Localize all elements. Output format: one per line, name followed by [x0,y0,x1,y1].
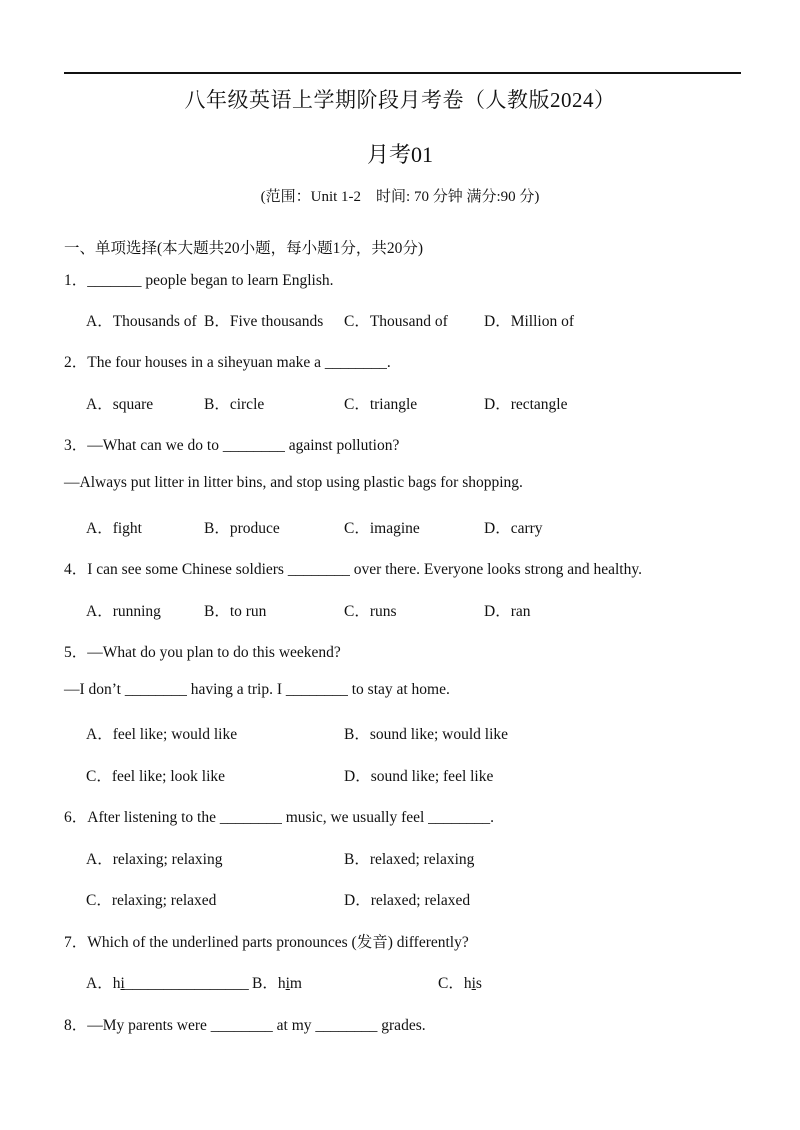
paper-subtitle: 月考01 [366,142,433,167]
question-stem-line2: —I don’t ________ having a trip. I ________ to stay at home. [64,681,450,698]
top-rule [64,72,741,74]
option-a[interactable]: A．Thousands of [86,313,197,330]
question-stem: 3．—What can we do to ________ against pollution? [64,437,400,454]
word-suffix: s [475,975,482,992]
question-stem: 4．I can see some Chinese soldiers ________ over there. Everyone looks strong and healthy. [64,561,642,578]
option-b[interactable]: B．Five thousands [204,313,324,330]
option-d[interactable]: D．carry [484,520,543,537]
option-label: C． [438,975,464,992]
option-c[interactable] [438,971,482,993]
option-a[interactable]: A．running [86,603,161,620]
paper-range: (范围：Unit 1-2 时间: 70 分钟 满分:90 分) [260,189,540,205]
option-a[interactable] [86,971,249,993]
option-c[interactable]: C．imagine [344,520,420,537]
option-c[interactable]: C．relaxing; relaxed [86,892,217,909]
option-a[interactable]: A．fight [86,520,142,537]
option-a[interactable]: A．feel like; would like [86,726,238,743]
underlined-letter: i [120,975,125,992]
option-label: A． [86,975,113,992]
option-d[interactable]: D．ran [484,603,531,620]
option-c[interactable]: C．triangle [344,396,418,413]
option-d[interactable]: D．sound like; feel like [344,768,494,785]
word-suffix: m [289,975,302,992]
option-a[interactable]: A．square [86,396,154,413]
section-heading: 一、单项选择(本大题共20小题，每小题1分，共20分) [64,240,424,257]
question-stem: 5．—What do you plan to do this weekend? [64,644,341,661]
option-b[interactable]: B．produce [204,520,280,537]
option-c[interactable]: C．runs [344,603,397,620]
option-b[interactable]: B．sound like; would like [344,726,509,743]
option-b[interactable] [252,971,302,993]
question-stem: 7．Which of the underlined parts pronounces (发音) differently? [64,934,469,951]
paper-title: 八年级英语上学期阶段月考卷（人教版2024） [184,88,616,112]
option-a[interactable]: A．relaxing; relaxing [86,851,223,868]
option-c[interactable]: C．feel like; look like [86,768,226,785]
question-stem: 6．After listening to the ________ music, we usually feel ________. [64,809,495,826]
option-label: B． [252,975,278,992]
option-b[interactable]: B．relaxed; relaxing [344,851,475,868]
option-b[interactable]: B．circle [204,396,265,413]
word-prefix: h [277,975,286,992]
option-c[interactable]: C．Thousand of [344,313,448,330]
question-stem: 1．_______ people began to learn English. [64,272,334,289]
option-d[interactable]: D．rectangle [484,396,568,413]
word-prefix: h [112,975,121,992]
question-stem-line2: —Always put litter in litter bins, and stop using plastic bags for shopping. [64,474,523,491]
option-d[interactable]: D．relaxed; relaxed [344,892,471,909]
question-stem: 8．—My parents were ________ at my ________ grades. [64,1017,426,1034]
word-suffix: ________________ [124,975,249,992]
underlined-letter: i [471,975,476,992]
underlined-letter: i [285,975,290,992]
question-stem: 2．The four houses in a siheyuan make a ________. [64,354,391,371]
option-b[interactable]: B．to run [204,603,267,620]
option-d[interactable]: D．Million of [484,313,574,330]
word-prefix: h [463,975,472,992]
